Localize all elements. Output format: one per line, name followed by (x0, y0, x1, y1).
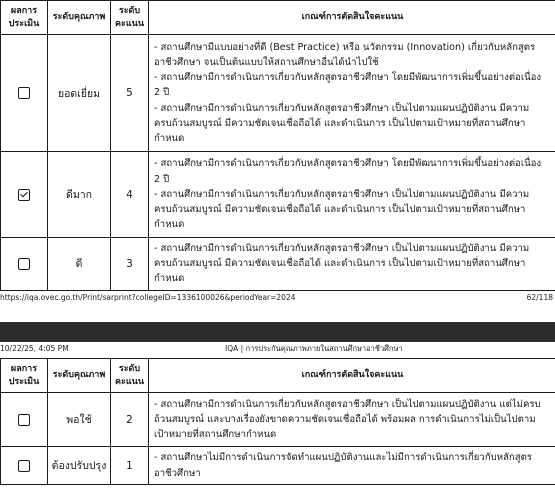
criteria-line: กำหนด (154, 219, 185, 231)
table-row-very-good (1, 152, 555, 238)
criteria-text (149, 35, 555, 152)
table-header-row (1, 359, 555, 393)
criteria-line: อาชีวศึกษา (154, 467, 201, 479)
score-value: 1 (111, 447, 149, 485)
table-row-fair (1, 393, 555, 447)
criteria-line: - สถานศึกษามีการดำเนินการเกี่ยวกับหลักสูตรอาชีวศึกษา โดยมีพัฒนาการเพิ่มขึ้นอย่างต่อเนื่อง (154, 72, 542, 84)
quality-level-label: ต้องปรับปรุง (48, 447, 111, 485)
header-criteria: เกณฑ์การตัดสินใจคะแนน (149, 1, 555, 35)
header-score-level: ระดับคะแนน (111, 1, 149, 35)
page-number: 62/118 (526, 293, 553, 302)
checkbox-excellent[interactable] (18, 87, 30, 99)
quality-level-label: ดี (48, 238, 111, 291)
criteria-text (149, 238, 555, 291)
table-row-needs-improvement (1, 447, 555, 485)
page2-header (0, 342, 555, 356)
header-result: ผลการประเมิน (1, 1, 48, 35)
quality-level-label: ยอดเยี่ยม (48, 35, 111, 152)
header-result: ผลการประเมิน (1, 359, 48, 393)
score-value: 4 (111, 152, 149, 238)
header-quality-level: ระดับคุณภาพ (48, 1, 111, 35)
criteria-text (149, 447, 555, 485)
checkbox-good[interactable] (18, 258, 30, 270)
criteria-line: - สถานศึกษามีการดำเนินการเกี่ยวกับหลักสูตรอาชีวศึกษา เป็นไปตามแผนปฏิบัติงาน แต่ไม่ครบ (154, 398, 541, 410)
score-value: 5 (111, 35, 149, 152)
criteria-line: อาชีวศึกษา จนเป็นต้นแบบให้สถานศึกษาอื่นได้นำไปใช้ (154, 56, 379, 68)
print-title: IQA | การประกันคุณภาพภายในสถานศึกษาอาชีวศึกษา (225, 344, 403, 353)
criteria-line: - สถานศึกษามีการดำเนินการเกี่ยวกับหลักสูตรอาชีวศึกษา เป็นไปตามแผนปฏิบัติงาน มีความ (154, 243, 530, 254)
criteria-line: เป้าหมายที่สถานศึกษากำหนด (154, 429, 277, 441)
criteria-line: - สถานศึกษามีแบบอย่างที่ดี (Best Practice) หรือ นวัตกรรม (Innovation) เกี่ยวกับหลักสูตร (154, 41, 536, 53)
table-row-excellent (1, 35, 555, 152)
score-value: 2 (111, 393, 149, 447)
checkbox-very-good[interactable] (18, 189, 30, 201)
criteria-line: กำหนด (154, 133, 185, 144)
header-quality-level: ระดับคุณภาพ (48, 359, 111, 393)
score-value: 3 (111, 238, 149, 291)
criteria-text (149, 152, 555, 238)
criteria-line: - สถานศึกษาไม่มีการดำเนินการจัดทำแผนปฏิบัติงานและไม่มีการดำเนินการเกี่ยวกับหลักสูตร (154, 452, 532, 464)
page-divider (0, 322, 555, 342)
criteria-line: ครบถ้วนสมบูรณ์ มีความชัดเจนเชื่อถือได้ และดำเนินการ เป็นไปตามเป้าหมายที่สถานศึกษา (154, 258, 526, 270)
rubric-table-page2 (0, 358, 555, 485)
table-row-good (1, 238, 555, 291)
header-score-level: ระดับคะแนน (111, 359, 149, 393)
quality-level-label: พอใช้ (48, 393, 111, 447)
print-timestamp: 10/22/25, 4:05 PM (0, 344, 69, 353)
criteria-line: ครบถ้วนสมบูรณ์ มีความชัดเจนเชื่อถือได้ และดำเนินการ เป็นไปตามเป้าหมายที่สถานศึกษา (154, 117, 526, 129)
criteria-text (149, 393, 555, 447)
table-header-row (1, 1, 555, 35)
print-url: https://iqa.ovec.go.th/Print/sarprint?collegeID=1336100026&periodYear=2024 (0, 293, 296, 302)
quality-level-label: ดีมาก (48, 152, 111, 238)
criteria-line: - สถานศึกษามีการดำเนินการเกี่ยวกับหลักสูตรอาชีวศึกษา เป็นไปตามแผนปฏิบัติงาน มีความ (154, 188, 530, 200)
criteria-line: - สถานศึกษามีการดำเนินการเกี่ยวกับหลักสูตรอาชีวศึกษา โดยมีพัฒนาการเพิ่มขึ้นอย่างต่อเนื่อง (154, 158, 542, 170)
checkbox-needs-improvement[interactable] (18, 460, 30, 472)
header-criteria: เกณฑ์การตัดสินใจคะแนน (149, 359, 555, 393)
criteria-line: 2 ปี (154, 173, 170, 185)
criteria-line: - สถานศึกษามีการดำเนินการเกี่ยวกับหลักสูตรอาชีวศึกษา เป็นไปตามแผนปฏิบัติงาน มีความ (154, 102, 530, 114)
criteria-line: 2 ปี (154, 87, 170, 99)
checkbox-fair[interactable] (18, 414, 30, 426)
page-footer (0, 291, 555, 305)
criteria-line: ครบถ้วนสมบูรณ์ มีความชัดเจนเชื่อถือได้ และดำเนินการ เป็นไปตามเป้าหมายที่สถานศึกษา (154, 204, 526, 216)
criteria-line: ถ้วนสมบูรณ์ และบางเรื่องยังขาดความชัดเจนเชื่อถือได้ พร้อมผล การดำเนินการไม่เป็นไปตาม (154, 413, 536, 425)
criteria-line: กำหนด (154, 273, 185, 285)
